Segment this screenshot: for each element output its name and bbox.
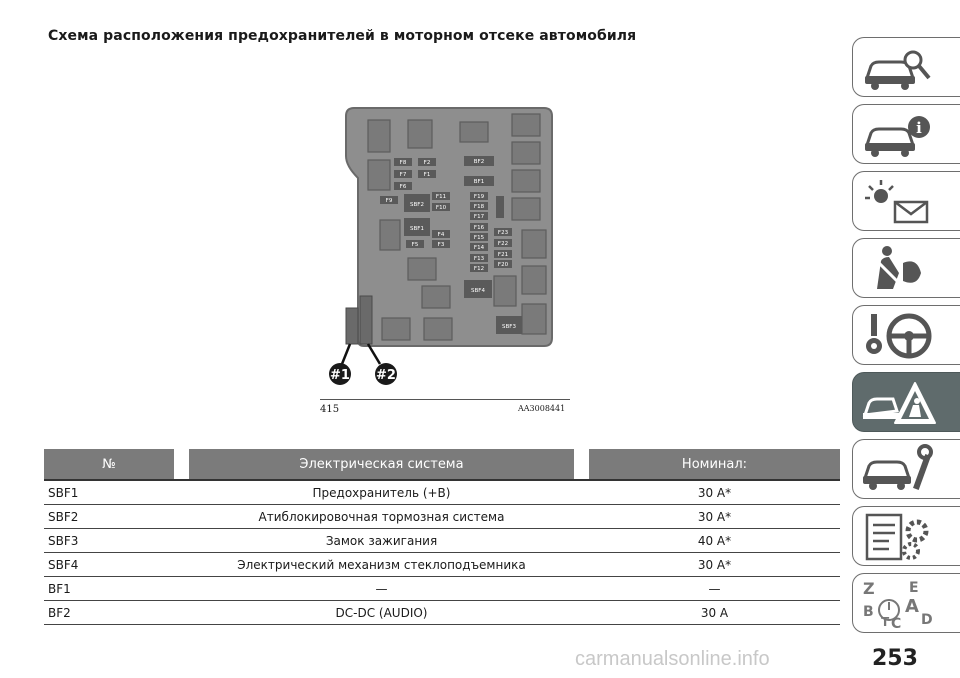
alphabetical-index-icon: [859, 578, 939, 630]
nav-tab-car-search[interactable]: [852, 37, 960, 97]
svg-text:BF1: BF1: [473, 179, 485, 185]
svg-text:SBF3: SBF3: [502, 324, 516, 330]
table-row: BF1 — —: [44, 577, 840, 601]
svg-text:i: i: [916, 119, 922, 137]
figure-number: 415: [320, 404, 340, 415]
nav-tab-emergency[interactable]: [852, 372, 960, 432]
table-row: SBF3 Замок зажигания 40 A*: [44, 529, 840, 553]
nav-tab-maintenance[interactable]: [852, 439, 960, 499]
header-system: Электрическая система: [189, 449, 574, 480]
specifications-gear-icon: [859, 511, 939, 563]
svg-text:F19: F19: [473, 194, 485, 200]
table-row: SBF1 Предохранитель (+B) 30 A*: [44, 480, 840, 505]
nav-tab-specifications[interactable]: [852, 506, 960, 566]
svg-text:B: B: [863, 604, 874, 620]
car-info-icon: [859, 109, 939, 161]
svg-text:F4: F4: [437, 232, 445, 238]
nav-tab-safety[interactable]: [852, 238, 960, 298]
table-header-row: [44, 449, 840, 480]
svg-text:BF2: BF2: [473, 159, 485, 165]
svg-text:SBF1: SBF1: [410, 226, 424, 232]
fuse-table: [44, 449, 840, 625]
svg-text:F23: F23: [497, 230, 509, 236]
svg-text:F6: F6: [399, 184, 407, 190]
table-row: SBF4 Электрический механизм стеклоподъемника 30 A*: [44, 553, 840, 577]
svg-text:F9: F9: [385, 198, 393, 204]
svg-text:#2: #2: [376, 368, 396, 383]
svg-text:F2: F2: [423, 160, 431, 166]
svg-text:#1: #1: [330, 368, 350, 383]
svg-text:F12: F12: [473, 266, 485, 272]
svg-text:E: E: [909, 580, 919, 596]
svg-text:F17: F17: [473, 214, 485, 220]
svg-text:C: C: [891, 616, 902, 630]
nav-tab-starting-driving[interactable]: [852, 305, 960, 365]
svg-text:D: D: [921, 612, 933, 628]
table-row: BF2 DC-DC (AUDIO) 30 A: [44, 601, 840, 625]
svg-text:F11: F11: [435, 194, 447, 200]
svg-text:T: T: [881, 615, 890, 629]
svg-text:F10: F10: [435, 205, 447, 211]
header-rating: Номинал:: [589, 449, 840, 480]
svg-text:F20: F20: [497, 262, 509, 268]
car-wrench-icon: [859, 444, 939, 496]
svg-text:F18: F18: [473, 204, 485, 210]
svg-text:F3: F3: [437, 242, 445, 248]
svg-text:F5: F5: [411, 242, 419, 248]
key-steering-wheel-icon: [859, 310, 939, 362]
svg-text:A: A: [905, 596, 919, 617]
figure-code: AA3008441: [518, 404, 566, 413]
part-2: [360, 296, 372, 344]
svg-text:SBF4: SBF4: [471, 288, 485, 294]
nav-tab-warning-lights[interactable]: [852, 171, 960, 231]
car-breakdown-warning-icon: [859, 377, 939, 429]
svg-text:SBF2: SBF2: [410, 202, 424, 208]
svg-text:F1: F1: [423, 172, 431, 178]
svg-text:F15: F15: [473, 235, 485, 241]
nav-tab-car-info[interactable]: [852, 104, 960, 164]
watermark: carmanualsonline.info: [575, 648, 770, 670]
page-title: Схема расположения предохранителей в моторном отсеке автомобиля: [48, 28, 637, 44]
svg-text:F8: F8: [399, 160, 407, 166]
page-number: 253: [872, 646, 918, 671]
warning-light-message-icon: [859, 176, 939, 228]
seatbelt-airbag-icon: [859, 243, 939, 295]
header-number: №: [44, 449, 174, 480]
svg-text:F21: F21: [497, 252, 509, 258]
svg-text:F13: F13: [473, 256, 485, 262]
nav-tab-index[interactable]: [852, 573, 960, 633]
part-1: [346, 308, 358, 344]
fuse-box-diagram: [320, 100, 572, 420]
figure-divider: [320, 399, 570, 400]
table-row: SBF2 Атиблокировочная тормозная система 30 A*: [44, 505, 840, 529]
svg-text:F7: F7: [399, 172, 407, 178]
svg-text:F22: F22: [497, 241, 509, 247]
car-search-icon: [859, 42, 939, 94]
svg-text:F14: F14: [473, 245, 485, 251]
svg-text:Z: Z: [863, 579, 875, 598]
svg-text:F16: F16: [473, 225, 485, 231]
